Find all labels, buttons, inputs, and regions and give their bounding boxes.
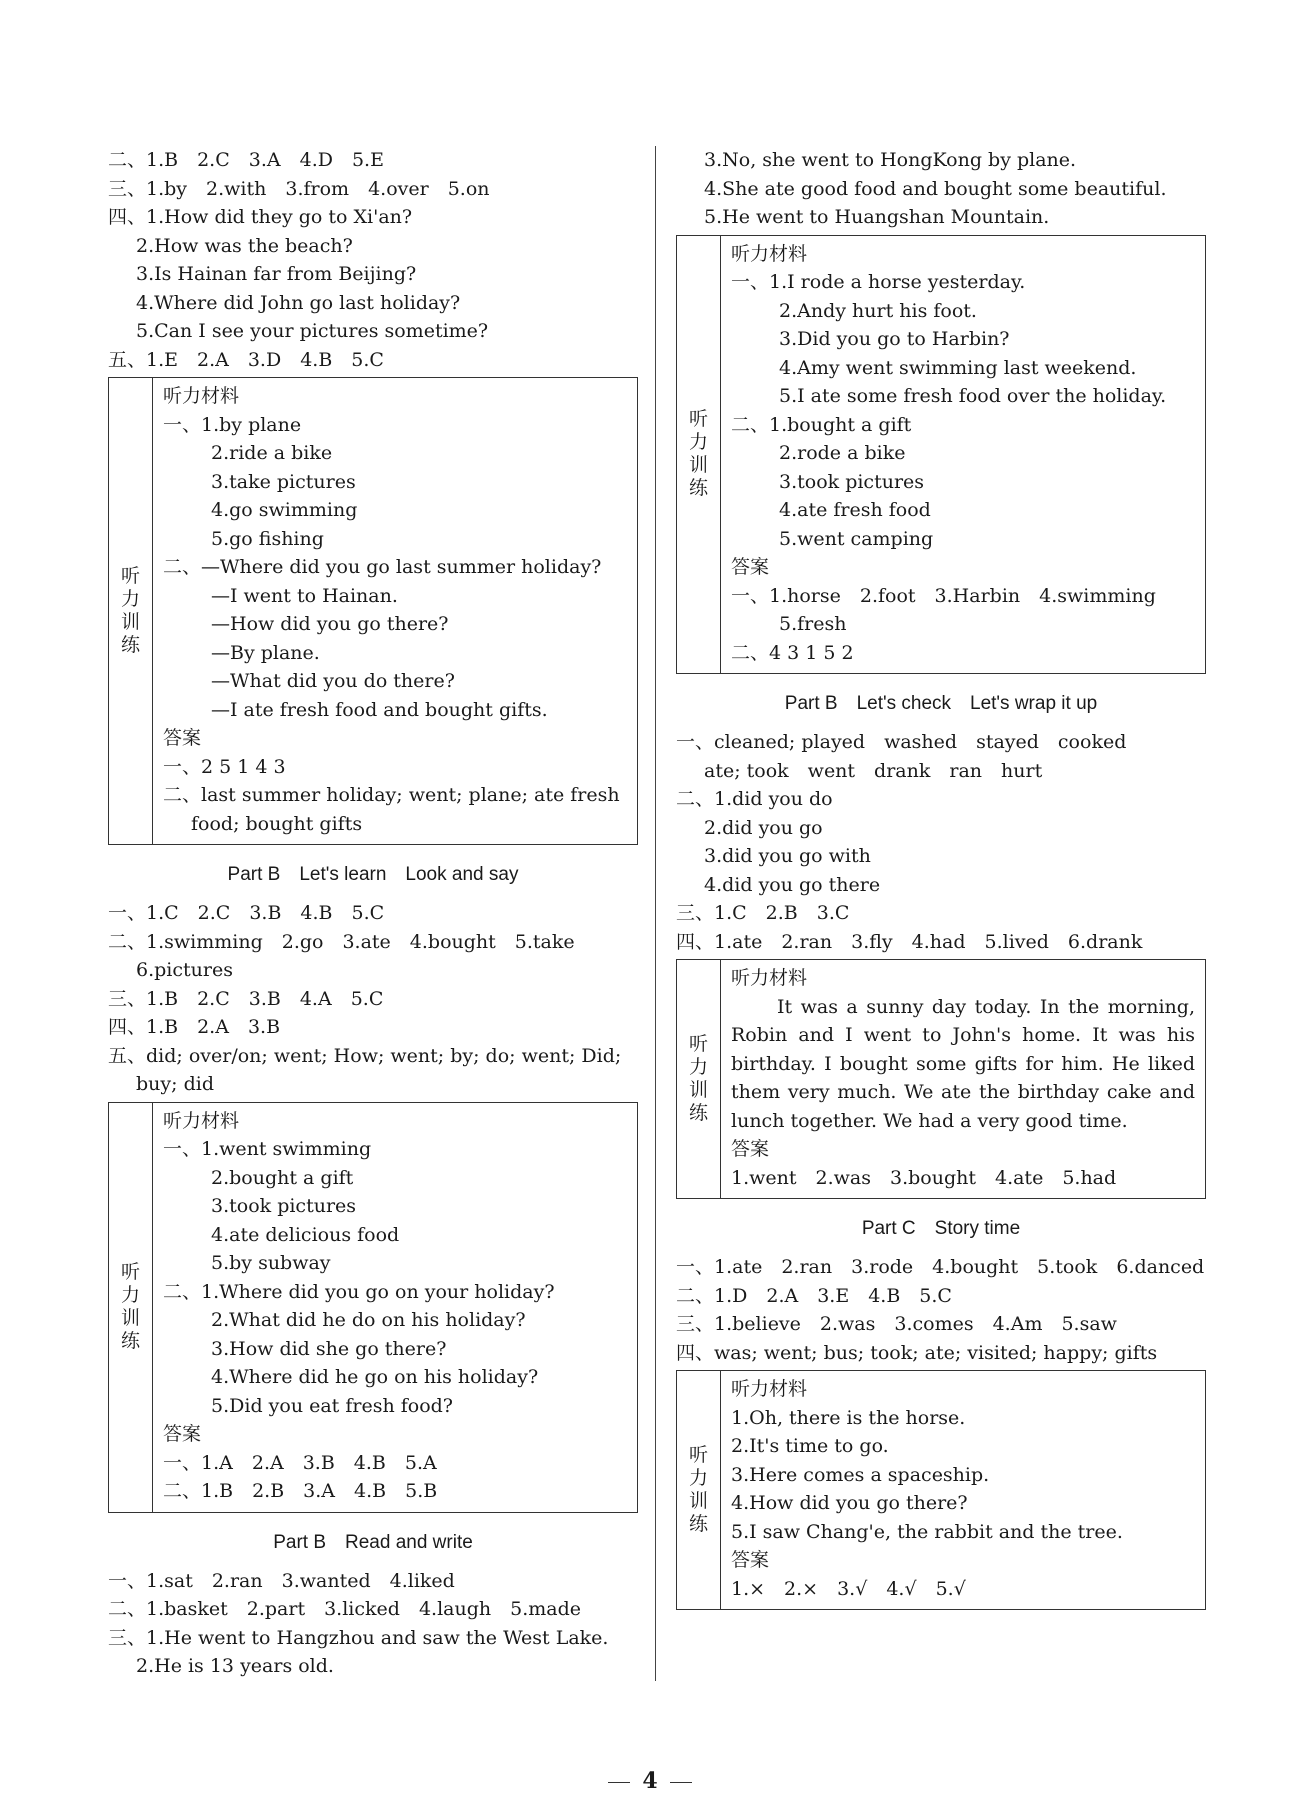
box-line: 1.Oh, there is the horse. [731,1406,966,1429]
listening-box [108,377,638,845]
answer-line: 3.Is Hainan far from Beijing? [136,263,417,285]
box-line: —How did you go there? [211,613,449,635]
answer-line: 五、1.E 2.A 3.D 4.B 5.C [108,348,384,371]
answer-line: 4.She ate good food and bought some beautiful. [704,177,1167,200]
answer-line: 四、1.ate 2.ran 3.fly 4.had 5.lived 6.drank [676,930,1143,953]
answer-line: 三、1.He went to Hangzhou and saw the West Lake. [108,1626,609,1649]
left-column [108,146,638,1681]
box-line: 一、1.A 2.A 3.B 4.B 5.A [163,1451,437,1474]
section-title: 听力材料 [163,1109,240,1132]
answer-line: ate; took went drank ran hurt [704,759,1043,782]
listening-content [153,1103,637,1512]
section-title: 听力材料 [163,385,240,407]
section-title: 听力材料 [731,967,808,989]
box-line: 5.go fishing [211,527,324,550]
section-heading: Part B Let's check Let's wrap it up [784,693,1098,714]
answer-line: 四、was; went; bus; took; ate; visited; happy; gifts [676,1341,1158,1364]
answer-line: 3.did you go with [704,845,871,867]
box-line: 2.Andy hurt his foot. [779,299,977,322]
box-line: 二、1.bought a gift [731,413,912,436]
answer-line: 三、1.believe 2.was 3.comes 4.Am 5.saw [676,1313,1117,1335]
answer-line: 二、1.did you do [676,788,833,810]
section-title: 听力材料 [731,1378,808,1400]
box-line: 4.How did you go there? [731,1492,968,1514]
section-title: 答案 [731,556,770,578]
listening-label: 听力训练 [109,1103,153,1512]
listening-label: 听力训练 [109,378,153,844]
right-column [676,146,1206,1615]
box-line: —What did you do there? [211,670,455,692]
box-line: 5.by subway [211,1252,331,1274]
section-title: 答案 [731,1138,770,1160]
box-line: —I ate fresh food and bought gifts. [211,698,548,721]
answer-line: 三、1.by 2.with 3.from 4.over 5.on [108,177,490,200]
answer-line: 四、1.B 2.A 3.B [108,1016,281,1038]
box-line: 一、1.by plane [163,413,302,436]
box-line: 5.Did you eat fresh food? [211,1394,453,1417]
box-line: 2.What did he do on his holiday? [211,1309,526,1331]
page-number: 4 [0,1768,1300,1794]
answer-line: 二、1.D 2.A 3.E 4.B 5.C [676,1284,952,1307]
box-line: —By plane. [211,641,320,664]
answer-line: 4.did you go there [704,873,881,896]
listening-box [676,959,1206,1199]
listening-box [676,1370,1206,1610]
box-line: 1.went 2.was 3.bought 4.ate 5.had [731,1166,1117,1189]
answer-line: 3.No, she went to HongKong by plane. [704,149,1077,171]
column-divider [655,146,656,1681]
box-line: 4.go swimming [211,499,358,521]
answer-line: 5.Can I see your pictures sometime? [136,320,489,342]
box-line: 1.× 2.× 3.√ 4.√ 5.√ [731,1577,966,1600]
answer-line: buy; did [136,1073,214,1095]
box-line: 二、—Where did you go last summer holiday? [163,556,602,578]
box-line: 3.How did she go there? [211,1337,447,1360]
answer-line: 三、1.C 2.B 3.C [676,902,850,924]
box-line: 3.Here comes a spaceship. [731,1463,990,1486]
box-line: 2.bought a gift [211,1166,354,1189]
section-title: 听力材料 [731,242,808,265]
answer-line: 三、1.B 2.C 3.B 4.A 5.C [108,987,384,1010]
box-line: 2.ride a bike [211,442,333,464]
section-heading: Part B Read and write [273,1531,473,1553]
answer-line: 一、cleaned; played washed stayed cooked [676,731,1127,753]
box-line: 一、2 5 1 4 3 [163,755,286,778]
box-line: 3.Did you go to Harbin? [779,328,1010,350]
box-line: 2.rode a bike [779,442,906,464]
listening-label: 听力训练 [677,1371,721,1609]
box-line: 二、last summer holiday; went; plane; ate fresh [163,784,620,806]
box-line: 4.Where did he go on his holiday? [211,1366,539,1388]
answer-line: 4.Where did John go last holiday? [136,291,461,314]
box-line: 一、1.went swimming [163,1138,372,1160]
answer-line: 四、1.How did they go to Xi'an? [108,206,413,228]
box-line: food; bought gifts [191,812,363,835]
section-heading: Part B Let's learn Look and say [227,864,519,885]
listening-content [721,960,1205,1198]
answer-line: 2.did you go [704,816,823,839]
answer-line: 五、did; over/on; went; How; went; by; do; went; Did; [108,1044,622,1067]
box-line: 一、1.I rode a horse yesterday. [731,271,1026,293]
answer-line: 二、1.swimming 2.go 3.ate 4.bought 5.take [108,930,575,953]
box-line: 4.Amy went swimming last weekend. [779,356,1137,379]
answer-line: 二、1.B 2.C 3.A 4.D 5.E [108,149,384,171]
box-line: 3.took pictures [211,1195,357,1217]
listening-content [153,378,637,844]
box-line: 二、1.B 2.B 3.A 4.B 5.B [163,1480,438,1502]
box-line: 一、1.horse 2.foot 3.Harbin 4.swimming [731,584,1156,607]
listening-box [108,1102,638,1513]
section-title: 答案 [163,1423,202,1445]
box-line: 二、1.Where did you go on your holiday? [163,1280,555,1303]
box-line: 3.take pictures [211,470,356,493]
answer-line: 一、1.ate 2.ran 3.rode 4.bought 5.took 6.danced [676,1256,1205,1278]
box-line: 2.It's time to go. [731,1435,889,1457]
answer-line: 6.pictures [136,959,233,981]
listening-paragraph: It was a sunny day today. In the morning, Robin and I went to John's home. It was his birthday. I bought some gifts for him. He liked them very much. We ate the birthday cake and lunch together. We had a very good time. [731,995,1195,1132]
answer-line: 2.He is 13 years old. [136,1655,334,1677]
box-line: —I went to Hainan. [211,584,398,607]
answer-line: 5.He went to Huangshan Mountain. [704,206,1050,228]
box-line: 5.I saw Chang'e, the rabbit and the tree. [731,1520,1123,1543]
listening-label: 听力训练 [677,960,721,1198]
answer-line: 一、1.C 2.C 3.B 4.B 5.C [108,902,385,924]
box-line: 4.ate fresh food [779,499,931,521]
answer-line: 2.How was the beach? [136,234,353,257]
box-line: 4.ate delicious food [211,1223,400,1246]
section-title: 答案 [163,727,202,749]
listening-box [676,235,1206,675]
section-heading: Part C Story time [861,1218,1021,1239]
listening-content [721,236,1205,674]
section-title: 答案 [731,1549,770,1571]
box-line: 5.fresh [779,613,847,635]
box-line: 二、4 3 1 5 2 [731,641,854,664]
box-line: 5.I ate some fresh food over the holiday. [779,385,1167,407]
answer-line: 二、1.basket 2.part 3.licked 4.laugh 5.made [108,1598,581,1620]
listening-content [721,1371,1205,1609]
listening-label: 听力训练 [677,236,721,674]
box-line: 3.took pictures [779,470,925,493]
box-line: 5.went camping [779,527,934,550]
answer-line: 一、1.sat 2.ran 3.wanted 4.liked [108,1569,455,1592]
